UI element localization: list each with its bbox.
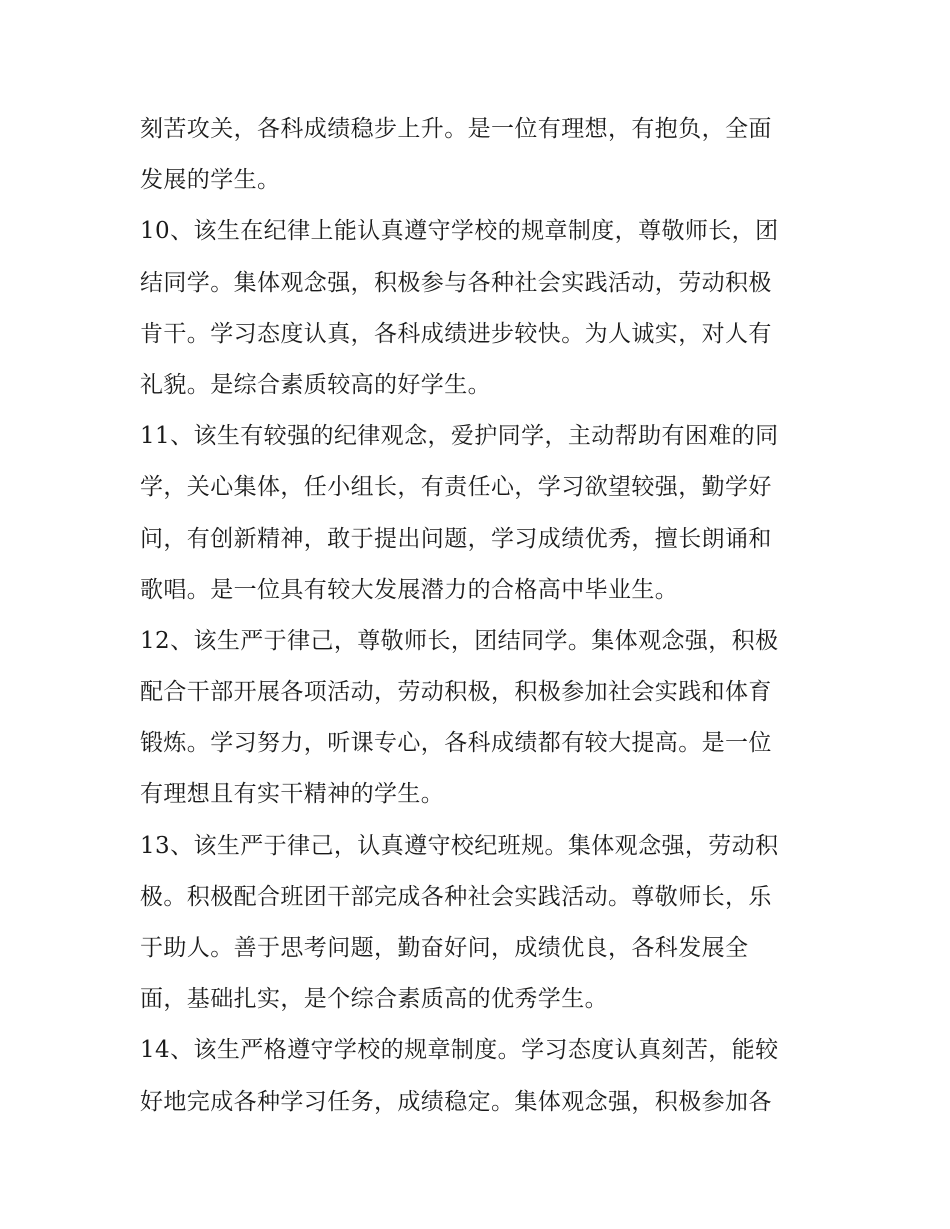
text-line: 面，基础扎实，是个综合素质高的优秀学生。 [140, 986, 608, 1013]
text-line: 10、该生在纪律上能认真遵守学校的规章制度，尊敬师长，团 [140, 218, 779, 245]
text-line: 问，有创新精神，敢于提出问题，学习成绩优秀，擅长朗诵和 [140, 525, 772, 552]
text-line: 发展的学生。 [140, 167, 281, 194]
text-line: 有理想且有实干精神的学生。 [140, 781, 445, 808]
text-line: 11、该生有较强的纪律观念，爱护同学，主动帮助有困难的同 [140, 423, 779, 450]
text-line: 刻苦攻关，各科成绩稳步上升。是一位有理想，有抱负，全面 [140, 116, 772, 142]
text-line: 14、该生严格遵守学校的规章制度。学习态度认真刻苦，能较 [140, 1037, 779, 1064]
text-line: 于助人。善于思考问题，勤奋好问，成绩优良，各科发展全 [140, 935, 749, 961]
text-line: 锻炼。学习努力，听课专心，各科成绩都有较大提高。是一位 [140, 730, 772, 757]
document-body [140, 104, 815, 1128]
text-line: 13、该生严于律己，认真遵守校纪班规。集体观念强，劳动积 [140, 832, 779, 859]
text-line: 肯干。学习态度认真，各科成绩进步较快。为人诚实，对人有 [140, 320, 772, 347]
text-line: 学，关心集体，任小组长，有责任心，学习欲望较强，勤学好 [140, 474, 772, 501]
text-line: 礼貌。是综合素质较高的好学生。 [140, 371, 491, 398]
text-line: 12、该生严于律己，尊敬师长，团结同学。集体观念强，积极 [140, 627, 779, 654]
text-line: 好地完成各种学习任务，成绩稳定。集体观念强，积极参加各 [140, 1088, 772, 1115]
text-line: 配合干部开展各项活动，劳动积极，积极参加社会实践和体育 [140, 679, 772, 706]
text-line: 极。积极配合班团干部完成各种社会实践活动。尊敬师长，乐 [140, 883, 772, 910]
text-line: 歌唱。是一位具有较大发展潜力的合格高中毕业生。 [140, 576, 679, 603]
text-line: 结同学。集体观念强，积极参与各种社会实践活动，劳动积极 [140, 269, 772, 296]
